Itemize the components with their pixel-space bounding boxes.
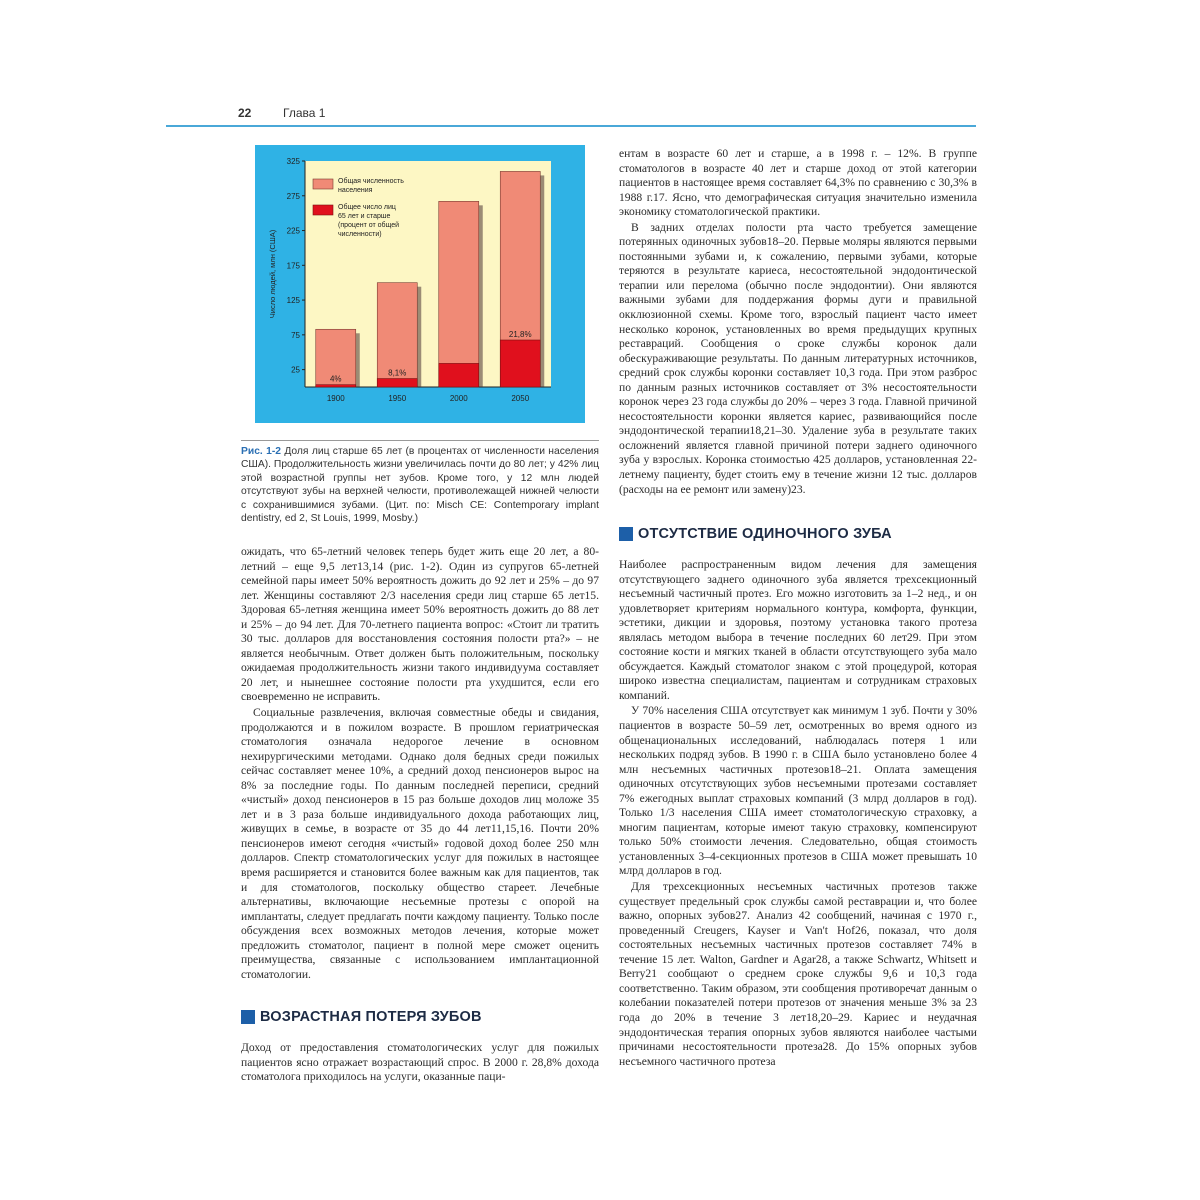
- bar-elderly: [500, 340, 540, 387]
- bar-elderly: [439, 363, 479, 387]
- bar-elderly: [316, 385, 356, 387]
- paragraph: Для трехсекционных несъемных частичных протезов также существует предельный срок службы самой реставрации и, что более важно, опорных зубов27. Анализ 42 сообщений, начиная с 1970 г., проведенный Creugers, Kayser и Van't Hof26, показал, что доля состоятельных несъемных частичных протезов составляет 74% в течение 15 лет. Walton, Gardner и Agar28, а также Schwartz, Whitsett и Berry21 сообщают о среднем сроке службы 9,6 и 10,3 года соответственно. Таким образом, эти сообщения противоречат данным о колебании показателей потери протезов от значения меньше 3% за 23 года до 20% в течение 3 лет18,20–29. Кариес и неудачная эндодонтическая терапия опорных зубов являются наиболее частыми причинами несостоятельности протеза28. До 15% опорных зубов несъемного частичного протеза: [619, 880, 977, 1068]
- figure-caption: [241, 445, 599, 525]
- x-tick-label: 1900: [326, 394, 345, 403]
- x-tick-label: 1950: [388, 394, 407, 403]
- y-tick-label: 225: [286, 226, 300, 236]
- right-column-top: [619, 147, 977, 497]
- page-number: 22: [238, 106, 252, 120]
- paragraph: У 70% населения США отсутствует как минимум 1 зуб. Почти у 30% пациентов в возрасте 50–59 лет, осмотренных во время одного из общенациональных исследований, наблюдалась потеря 1 или нескольких подряд зубов. В 1990 г. в США было установлено более 4 млн несъемных частичных протезов18–21. Оплата замещения одиночных отсутствующих зубов несъемными протезами составляет 7% ежегодных выплат страховых компаний (3 млрд долларов в год). Только 1/3 населения США имеет стоматологическую страховку, а многим пациентам, которые имеют такую страховку, компенсируют только 50% стоимости лечения. Следовательно, общая стоимость установленных 3–4-секционных протезов в США может превышать 10 млрд долларов в год.: [619, 704, 977, 878]
- y-tick-label: 75: [291, 330, 300, 340]
- x-tick-label: 2050: [511, 394, 530, 403]
- bar-total: [439, 201, 479, 387]
- legend-label-total: Общая численность населения: [338, 178, 404, 194]
- paragraph: ентам в возрасте 60 лет и старше, а в 1998 г. – 12%. В группе стоматологов в возрасте 40 лет и старше доход от этой категории пациентов в настоящее время составляет 64,3% по сравнению с 30,3% в 1988 г.17. Ясно, что демографическая ситуация значительно изменила экономику стоматологической практики.: [619, 147, 977, 219]
- y-tick-label: 275: [286, 191, 300, 201]
- y-tick-label: 325: [286, 157, 300, 166]
- section-square-icon: [241, 1010, 255, 1024]
- y-tick-label: 25: [291, 365, 300, 375]
- x-tick-label: 2000: [449, 394, 468, 403]
- left-column-bottom: [241, 1041, 599, 1085]
- y-tick-label: 175: [286, 261, 300, 271]
- bar-label: 21,8%: [508, 330, 532, 340]
- section-title: ВОЗРАСТНАЯ ПОТЕРЯ ЗУБОВ: [260, 1009, 482, 1025]
- paragraph: Наиболее распространенным видом лечения для замещения отсутствующего заднего одиночного зуба является трехсекционный несъемный частичный протез. Его можно изготовить за 1–2 нед., и он удовлетворяет критериям нормального контура, комфорта, функции, эстетики, дикции и здоровья, поэтому установка такого протеза являлась методом выбора в течение последних 60 лет29. При этом состояние кости и мягких тканей в области отсутствующего зуба мало обсуждается. Каждый стоматолог знаком с этой процедурой, которая широко известна специалистам, пациентам и сотрудникам страховых компаний.: [619, 558, 977, 702]
- legend-swatch-elderly: [313, 205, 333, 215]
- paragraph: ожидать, что 65-летний человек теперь будет жить еще 20 лет, а 80-летний – еще 9,5 лет13,14 (рис. 1-2). Один из супругов 65-летней семейной пары имеет 50% вероятность дожить до 92 лет и 25% – до 97 лет. Женщины составляют 2/3 населения среди лиц старше 65 лет15. Здоровая 65-летняя женщина имеет 50% вероятность дожить до 88 лет и 25% – до 94 лет. Для 70-летнего пациента вопрос: «Стоит ли тратить 30 тыс. долларов для восстановления состояния полости рта?» – не является необычным. Ответ должен быть положительным, поскольку ожидаемая продолжительность жизни такого индивидуума составляет 20 лет, и нынешнее состояние полости рта ухудшится, если его своевременно не исправить.: [241, 545, 599, 704]
- bar-label: 4%: [329, 374, 342, 384]
- caption-rule: [241, 440, 599, 441]
- figure-caption-text: Доля лиц старше 65 лет (в процентах от численности населения США). Продолжительность жизни увеличилась почти до 80 лет; у 42% лиц этой возрастной группы нет зубов. Кроме того, у 12 млн людей отсутствуют зубы на верхней челюсти, противолежащей нижней челюсти с сохранившимися зубами. (Цит. по: Misch CE: Contemporary implant dentistry, ed 2, St Louis, 1999, Mosby.): [241, 446, 599, 525]
- legend-swatch-total: [313, 179, 333, 189]
- chapter-title: Глава 1: [283, 106, 326, 120]
- section-heading-age-loss: [241, 1009, 482, 1025]
- paragraph: В задних отделах полости рта часто требуется замещение потерянных одиночных зубов18–20. Первые моляры являются первыми постоянными зубами и, к сожалению, первыми зубами, которые теряются в результате кариеса, несостоятельной эндодонтической терапии или перелома (обычно после эндодонтии). Они являются важными зубами для поддержания формы дуги и правильной окклюзионной схемы. Кроме того, взрослый пациент часто имеет несколько коронок, установленных во время предыдущих крупных реставраций. Сообщения о сроке службы коронок дали обескураживающие результаты. По данным литературных источников, средний срок службы коронки составляет 10,3 года. При этом разброс по данным разных источников составляет от 3% несостоятельности коронок через 23 года службы до 20% – через 3 года. Главной причиной несостоятельности коронки является кариес, развивающийся после эндодонтической терапии18,21–30. Удаление зуба в результате таких осложнений является главной причиной потери заднего одиночного зуба у взрослых. Коронка стоимостью 425 долларов, установленная 22-летнему пациенту, будет стоить ему в течение жизни 12 тыс. долларов (расходы на ее ремонт или замену)23.: [619, 220, 977, 496]
- paragraph: Доход от предоставления стоматологических услуг для пожилых пациентов ясно отражает возрастающий спрос. В 2000 г. 28,8% дохода стоматолога приходилось на услуги, оказанные паци-: [241, 1041, 599, 1084]
- figure-label: Рис. 1-2: [241, 446, 281, 457]
- section-square-icon: [619, 527, 633, 541]
- bar-elderly: [377, 379, 417, 387]
- y-axis-label: Число людей, млн (США): [268, 229, 277, 319]
- population-chart: [255, 145, 585, 423]
- section-title: ОТСУТСТВИЕ ОДИНОЧНОГО ЗУБА: [638, 526, 892, 542]
- bar-label: 8,1%: [388, 368, 407, 378]
- paragraph: Социальные развлечения, включая совместные обеды и свидания, продолжаются и в пожилом возрасте. В прошлом гериатрическая стоматология означала недорогое лечение в основном нехирургическими методами. Однако доля бедных среди пожилых сейчас составляет менее 10%, а средний доход пенсионеров вырос на 8% за последние годы. По данным последней переписи, средний «чистый» доход пенсионеров в 15 раз больше доходов лиц моложе 35 лет и в 3 раза больше индивидуального дохода работающих лиц, живущих в семье, в возрасте от 35 до 44 лет11,15,16. Почти 20% пенсионеров имеют сегодня «чистый» годовой доход более 250 млн долларов. Спектр стоматологических услуг для пожилых в настоящее время расширяется и становится более важным как для пациентов, так и для стоматологов, поскольку общество стареет. Лечебные альтернативы, включающие несъемные протезы с опорой на имплантаты, следует предлагать почти каждому пациенту. Только после обсуждения всех возможных методов лечения, которые может предложить стоматолог, пациент в полной мере сможет оценить преимущества, связанные с использованием имплантационной стоматологии.: [241, 706, 599, 981]
- header-rule: [166, 125, 976, 127]
- legend-label-elderly: Общее число лиц 65 лет и старше (процент от общей численности): [338, 204, 400, 238]
- right-column-bottom: [619, 558, 977, 1069]
- y-tick-label: 125: [286, 296, 300, 306]
- section-heading-single-tooth: [619, 526, 892, 542]
- left-column-top: [241, 545, 599, 982]
